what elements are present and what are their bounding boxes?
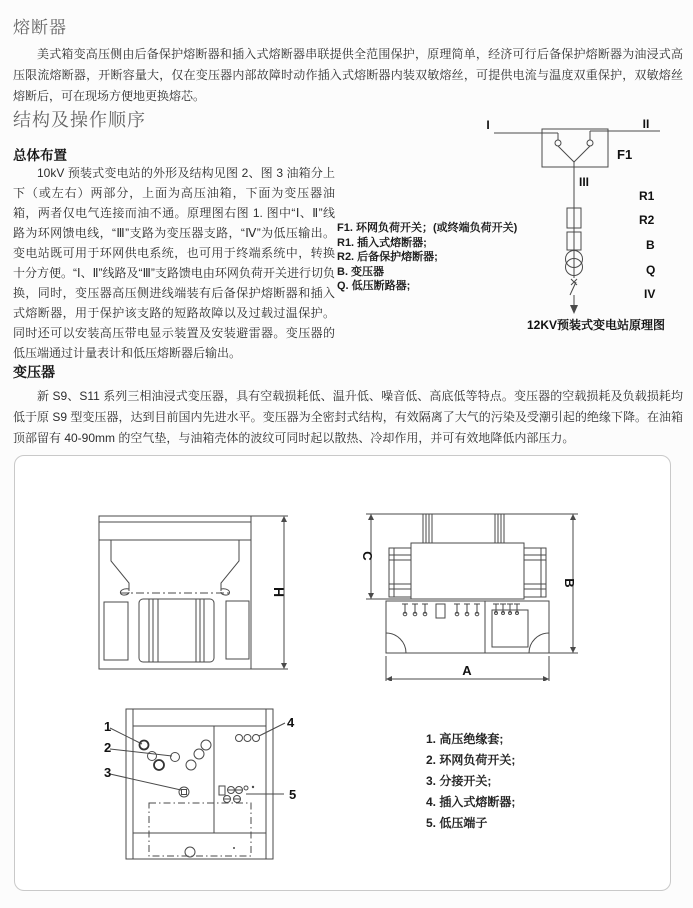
tap-switch — [179, 787, 189, 797]
dashed-compartment — [149, 803, 251, 856]
top-view-drawing — [96, 706, 326, 871]
callout-2: 2 — [104, 740, 112, 755]
general-layout-body: 10kV 预装式变电站的外形及结构见图 2、图 3 油箱分上下（或左右）两部分，上面为高压油箱，下面为变压器油箱，两者仅电气连接而油不通。原理图右图 1. 图中“Ⅰ、Ⅱ”线路为环网馈电线，“Ⅲ”支路为变压器支路，“Ⅳ”为低压输出。变电站既可用于环网供电系统，也可用于终端系统中，转换十分方便。“Ⅰ、Ⅱ”线路及“Ⅲ”支路馈电由环网负荷开关进行切负换，同时，变压器高压侧进线端装有后备保护熔断器和插入式熔断器，用于保护该支路的短路故障以及过载过温保护。同时还可以安装高压带电显示装置及安装避雷器。变压器的低压端通过计量表计和低压熔断器后输出。 — [13, 166, 335, 360]
figure-legend-item-2: 2. 环网负荷开关; — [426, 753, 516, 767]
schematic-caption: 12KV预装式变电站原理图 — [527, 318, 666, 332]
label-r2: R2 — [639, 213, 655, 227]
figure-legend — [426, 729, 515, 834]
bushing-stubs — [402, 604, 520, 618]
breaker-symbol — [570, 279, 577, 305]
general-layout-title: 总体布置 — [13, 148, 67, 163]
callout-4: 4 — [287, 715, 295, 730]
figure-legend-item-4: 4. 插入式熔断器; — [426, 795, 516, 809]
transformer-section-title: 变压器 — [13, 364, 55, 380]
dim-c-label: C — [360, 551, 375, 561]
front-view-drawing — [96, 509, 293, 676]
output-arrow — [570, 305, 578, 314]
legend-item-f1: F1. 环网负荷开关；(或终端负荷开关) — [337, 222, 518, 234]
callout-1: 1 — [104, 719, 112, 734]
line-ii-label: II — [642, 117, 650, 131]
schematic-legend — [337, 221, 517, 294]
figure-legend-item-5: 5. 低压端子 — [426, 816, 488, 830]
f1-label: F1 — [617, 147, 633, 162]
legend-item-r2: R2. 后备保护熔断器; — [337, 251, 438, 263]
hv-bushings — [140, 740, 212, 770]
structure-section-title: 结构及操作顺序 — [13, 110, 146, 130]
line-iii-label: III — [579, 175, 590, 189]
plan-view-drawing — [356, 506, 591, 681]
transformer-section-body: 新 S9、S11 系列三相油浸式变压器，具有空载损耗低、温升低、噪音低、高底低等特点。变压器的空载损耗及负载损耗均低于原 S9 型变压器，达到目前国内先进水平。变压器为全密封式结构，有效隔离了大气的污染及受潮引起的绝缘下降。在油箱顶部留有 40-90mm 的空气垫，与油箱壳体的波纹可同时起以散热、冷却作用，并可有效地降低内部压力。 — [13, 389, 683, 445]
label-r1: R1 — [639, 189, 655, 203]
fuse-section-title: 熔断器 — [13, 18, 67, 37]
plugin-fuse-ports — [236, 735, 260, 742]
legend-item-r1: R1. 插入式熔断器; — [337, 236, 427, 249]
legend-item-b: B. 变压器 — [337, 265, 385, 278]
callout-5: 5 — [289, 787, 297, 802]
label-b: B — [646, 238, 655, 252]
figure-legend-item-3: 3. 分接开关; — [426, 774, 492, 788]
legend-item-q: Q. 低压断路器; — [337, 280, 411, 292]
dim-h-label: H — [271, 586, 287, 598]
label-q: Q — [646, 263, 656, 277]
dim-b-label: B — [562, 578, 577, 588]
line-i-label: I — [486, 118, 490, 132]
callout-3: 3 — [104, 765, 112, 780]
drawings-panel — [14, 455, 671, 891]
figure-legend-item-1: 1. 高压绝缘套; — [426, 732, 504, 746]
label-iv: IV — [644, 287, 656, 301]
dim-a-label: A — [462, 663, 472, 678]
fuse-section-body: 美式箱变高压侧由后备保护熔断器和插入式熔断器串联提供全范围保护，原理简单，经济可行后备保护熔断器为油浸式高压限流熔断器，开断容量大，仅在变压器内部故障时动作插入式熔断器内装双敏熔丝，可提供电流与温度双重保护，双敏熔丝熔断后，可在现场方便地更换熔芯。 — [13, 47, 683, 103]
